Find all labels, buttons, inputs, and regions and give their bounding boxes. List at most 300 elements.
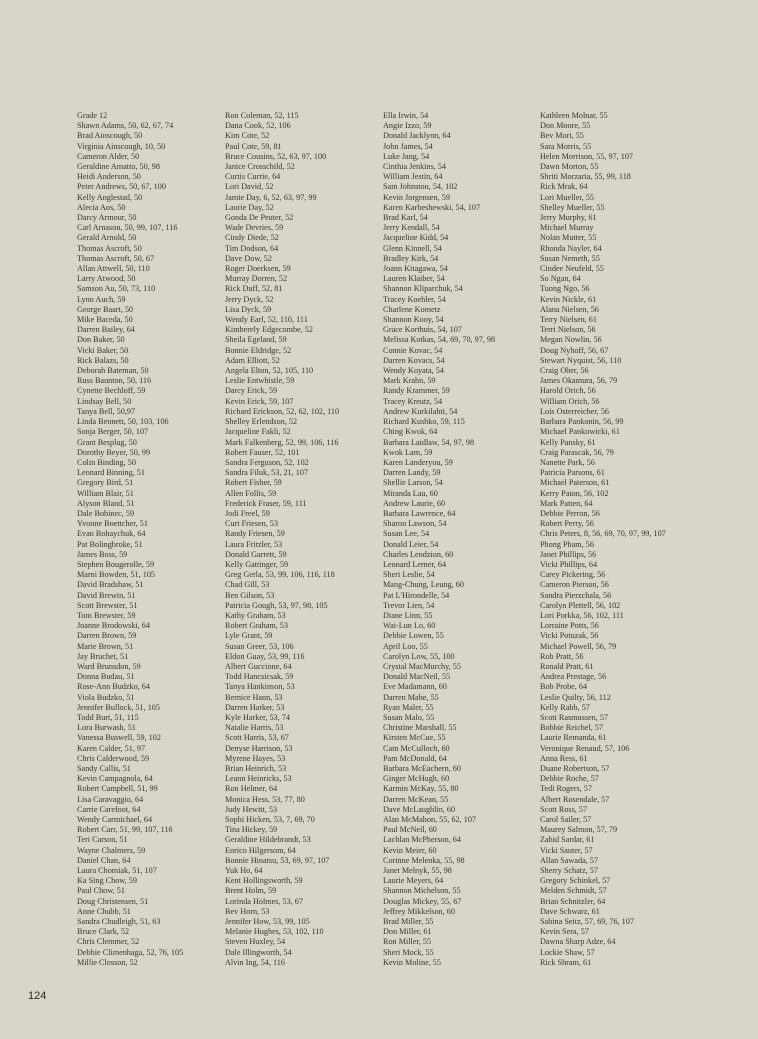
index-entry: Donna Budau, 51 — [77, 672, 135, 682]
index-entry: Karmin McKay, 55, 80 — [383, 784, 459, 794]
index-entry: Alana Nielsen, 56 — [540, 304, 599, 314]
index-entry: Melanie Hughes, 53, 102, 110 — [225, 927, 324, 937]
index-entry: William Orich, 56 — [540, 396, 600, 406]
index-entry: Kelly Anglestad, 50 — [77, 192, 143, 202]
index-entry: Lisa Dyck, 59 — [225, 304, 272, 314]
index-entry: Enrico Hilgersom, 64 — [225, 845, 296, 855]
index-entry: Cinthia Jenkins, 54 — [383, 162, 446, 172]
index-entry: Helen Morrison, 55, 97, 107 — [540, 151, 634, 161]
index-entry: Bruce Cousins, 52, 63, 97, 100 — [225, 151, 327, 161]
index-entry: Diane Linn, 55 — [383, 610, 433, 620]
index-entry: Dave Dow, 52 — [225, 253, 272, 263]
index-entry: Paul Cote, 59, 81 — [225, 141, 282, 151]
index-entry: Robert Carr, 51, 99, 107, 116 — [77, 825, 173, 835]
index-entry: Deborah Bateman, 50 — [77, 366, 149, 376]
index-entry: Angie Izzo, 59 — [383, 121, 432, 131]
index-entry: Tracey Koehler, 54 — [383, 294, 446, 304]
index-entry: Monica Hess, 53, 77, 80 — [225, 794, 305, 804]
index-entry: Glenn Kinnell, 54 — [383, 243, 442, 253]
index-entry: Sheri Leslie, 54 — [383, 570, 435, 580]
index-entry: Thomas Ascroft, 50, 67 — [77, 253, 155, 263]
index-entry: Marie Brown, 51 — [77, 641, 134, 651]
index-entry: Mark Patten, 64 — [540, 498, 593, 508]
index-entry: Peter Andrews, 50, 67, 100 — [77, 182, 166, 192]
index-entry: Luke Jang, 54 — [383, 151, 430, 161]
index-column-3 — [383, 111, 495, 968]
index-entry: Chris Calderwood, 59 — [77, 753, 150, 763]
index-entry: Barbara Pankonin, 56, 99 — [540, 417, 624, 427]
index-entry: Laura Chomiak, 51, 107 — [77, 866, 157, 876]
index-entry: Laura Fritzler, 53 — [225, 539, 283, 549]
index-entry: Lois Osterreicher, 56 — [540, 406, 610, 416]
index-entry: Donald Jacklynn, 64 — [383, 131, 451, 141]
index-entry: Ka Sing Chow, 59 — [77, 876, 137, 886]
index-entry: Joann Kitagawa, 54 — [383, 264, 448, 274]
index-entry: Michael Pankowicki, 61 — [540, 427, 620, 437]
index-entry: Corinne Melenka, 55, 98 — [383, 855, 465, 865]
index-entry: Bruce Clark, 52 — [77, 927, 130, 937]
index-entry: Harold Orich, 56 — [540, 386, 596, 396]
index-entry: Jerry Kendall, 54 — [383, 223, 440, 233]
index-entry: Michael Paterson, 61 — [540, 478, 610, 488]
index-entry: Robert Fauser, 52, 101 — [225, 447, 300, 457]
index-entry: Eve Madamann, 60 — [383, 682, 447, 692]
index-entry: Rob Pratt, 56 — [540, 651, 584, 661]
index-entry: Ronald Pratt, 61 — [540, 661, 594, 671]
index-entry: Sabina Seitz, 57, 69, 76, 107 — [540, 917, 634, 927]
index-entry: Tanya Bell, 50,97 — [77, 406, 136, 416]
index-entry: Laurie Day, 52 — [225, 202, 274, 212]
index-entry: Susan Nemeth, 55 — [540, 253, 600, 263]
index-entry: Rick Duff, 52, 81 — [225, 284, 283, 294]
index-entry: Kelly Rabb, 57 — [540, 702, 590, 712]
index-entry: Dawn Morton, 55 — [540, 162, 599, 172]
index-entry: Lisa Caravaggio, 64 — [77, 794, 144, 804]
index-entry: Kirsten McCue, 55 — [383, 733, 446, 743]
index-entry: Dale Illingworth, 54 — [225, 947, 292, 957]
index-entry: Leslie Quilty, 56, 112 — [540, 692, 611, 702]
index-entry: Lockie Shaw, 57 — [540, 947, 595, 957]
index-entry: Barbara Laidlaw, 54, 97, 98 — [383, 437, 475, 447]
index-entry: Teri Carson, 51 — [77, 835, 128, 845]
index-entry: Scott Rasmussen, 57 — [540, 712, 609, 722]
index-entry: Duane Robertson, 57 — [540, 764, 610, 773]
index-entry: Sharon Lawson, 54 — [383, 519, 447, 529]
index-entry: Don Miller, 61 — [383, 927, 432, 937]
index-entry: Heidi Anderson, 50 — [77, 172, 141, 182]
index-entry: Gonda De Peuter, 52 — [225, 213, 294, 223]
index-entry: Samson Au, 50, 73, 110 — [77, 284, 156, 294]
index-entry: Vicki Phillips, 64 — [540, 559, 598, 569]
index-entry: Wendy Koyata, 54 — [383, 366, 444, 376]
index-entry: John James, 54 — [383, 141, 433, 151]
index-entry: Bobbie Reichel, 57 — [540, 723, 603, 733]
index-entry: Mark Krahn, 59 — [383, 376, 436, 386]
index-entry: Craig Ober, 56 — [540, 366, 589, 376]
index-entry: Gregory Bird, 51 — [77, 478, 134, 488]
index-entry: Sophi Hicken, 53, 7, 69, 70 — [225, 815, 315, 825]
index-entry: Lorinda Holmes, 53, 67 — [225, 896, 303, 906]
index-entry: Jay Bruchet, 51 — [77, 651, 129, 661]
index-entry: Kevin Sera, 57 — [540, 927, 589, 937]
index-entry: Melissa Kotkas, 54, 69, 70, 97, 98 — [383, 335, 496, 345]
index-column-1 — [77, 111, 183, 968]
index-entry: Janice Crosschild, 52 — [225, 162, 295, 172]
index-entry: Alvin Ing, 54, 116 — [225, 957, 285, 967]
index-entry: So Ngan, 64 — [540, 274, 581, 284]
index-entry: Jerry Dyck, 52 — [225, 294, 274, 304]
index-entry: Stewart Nyquist, 56, 110 — [540, 355, 622, 365]
index-entry: Leann Heinricks, 53 — [225, 774, 292, 784]
index-entry: Miranda Lau, 60 — [383, 488, 438, 498]
index-entry: Geraldine Hildebrandt, 53 — [225, 835, 311, 845]
index-entry: Carrie Carefoot, 64 — [77, 804, 141, 814]
index-entry: Barbara McEachern, 60 — [383, 764, 461, 773]
index-entry: Shannon Kliparchuk, 54 — [383, 284, 463, 294]
index-entry: Bradley Kirk, 54 — [383, 253, 439, 263]
index-entry: Sonja Berger, 50, 107 — [77, 427, 149, 437]
index-entry: Gerald Arnold, 50 — [77, 233, 137, 243]
index-entry: Darren Landy, 59 — [383, 468, 441, 478]
index-entry: Debbie Roche, 57 — [540, 774, 599, 784]
index-entry: Kevin Erick, 59, 107 — [225, 396, 294, 406]
index-entry: Randy Krammer, 59 — [383, 386, 450, 396]
index-entry: Vicki Sauter, 57 — [540, 845, 593, 855]
index-entry: Richard Erickson, 52, 62, 102, 110 — [225, 406, 340, 416]
index-entry: Greg Gerla, 53, 99, 106, 116, 118 — [225, 570, 335, 580]
index-entry: Debbie Climenhaga, 52, 76, 105 — [77, 947, 184, 957]
index-entry: Bonnie Eldridge, 52 — [225, 345, 292, 355]
index-entry: Connie Kovac, 54 — [383, 345, 443, 355]
index-entry: Megan Nowlin, 56 — [540, 335, 602, 345]
index-entry: Dana Cook, 52, 106 — [225, 121, 291, 131]
index-entry: Sherry Schatz, 57 — [540, 866, 598, 876]
index-entry: Darren Brown, 59 — [77, 631, 137, 641]
index-entry: Darren McKean, 55 — [383, 794, 449, 804]
index-entry: Robert Fisher, 59 — [225, 478, 282, 488]
index-entry: Lynn Auch, 59 — [77, 294, 126, 304]
index-entry: Lori Porkka, 56, 102, 111 — [540, 610, 624, 620]
index-entry: Rick Mrak, 64 — [540, 182, 588, 192]
index-entry: Stephen Bougerolle, 59 — [77, 559, 155, 569]
index-entry: Viola Budzko, 51 — [77, 692, 135, 702]
index-entry: Darren Bailey, 64 — [77, 325, 135, 335]
index-entry: Sandra Ferguson, 52, 102 — [225, 457, 309, 467]
index-entry: Dawna Sharp Adze, 64 — [540, 937, 616, 947]
index-entry: Denyse Harrison, 53 — [225, 743, 293, 753]
index-entry: Yvonne Boettcher, 51 — [77, 519, 148, 529]
index-entry: Alecia Aos, 50 — [77, 202, 126, 212]
index-entry: Darren Kovacs, 54 — [383, 355, 445, 365]
index-entry: Carl Arnason, 50, 99, 107, 116 — [77, 223, 178, 233]
index-entry: Andrea Prestage, 56 — [540, 672, 607, 682]
index-entry: David Bradshaw, 51 — [77, 580, 144, 590]
index-entry: Cameron Alder, 50 — [77, 151, 140, 161]
section-heading: Grade 12 — [77, 111, 108, 120]
index-column-2 — [225, 111, 339, 968]
index-entry: Brad Karl, 54 — [383, 213, 428, 223]
index-entry: William Blair, 51 — [77, 488, 134, 498]
index-entry: Karen Landeryou, 59 — [383, 457, 453, 467]
index-entry: Angela Elton, 52, 105, 110 — [225, 366, 314, 376]
index-entry: Lori David, 52 — [225, 182, 274, 192]
index-entry: Colin Binding, 50 — [77, 457, 136, 467]
index-entry: Debbie Perron, 56 — [540, 508, 600, 518]
index-entry: Pat L'Hirondelle, 54 — [383, 590, 450, 600]
index-entry: Andrew Kurkilahti, 54 — [383, 406, 458, 416]
index-entry: Natalie Harris, 53 — [225, 723, 284, 733]
index-entry: Tom Brewster, 59 — [77, 610, 136, 620]
index-entry: Dorothy Beyer, 50, 99 — [77, 447, 151, 457]
index-entry: Lauren Klaiber, 54 — [383, 274, 445, 284]
index-entry: Chad Gill, 53 — [225, 580, 270, 590]
index-entry: Carol Sailer, 57 — [540, 815, 592, 825]
index-entry: Debbie Lowen, 55 — [383, 631, 444, 641]
index-entry: Curt Friesen, 53 — [225, 519, 278, 529]
index-entry: Nolan Mutter, 55 — [540, 233, 597, 243]
index-entry: Tanya Hankinson, 53 — [225, 682, 295, 692]
index-entry: Russ Baunton, 50, 116 — [77, 376, 152, 386]
index-entry: Kwok Lam, 59 — [383, 447, 433, 457]
index-entry: Sandra Pierzchala, 56 — [540, 590, 612, 600]
index-entry: Ben Gilson, 53 — [225, 590, 275, 600]
index-entry: Steven Huxley, 54 — [225, 937, 286, 947]
index-entry: Tracey Kreutz, 54 — [383, 396, 443, 406]
index-entry: Shannon Michelson, 55 — [383, 886, 461, 896]
index-entry: Sam Johnston, 54, 102 — [383, 182, 458, 192]
index-entry: Scott Ross, 57 — [540, 804, 588, 814]
index-entry: Anne Chubb, 51 — [77, 906, 131, 916]
index-entry: Kim Cote, 52 — [225, 131, 270, 141]
index-entry: Lachlan McPherson, 64 — [383, 835, 461, 845]
index-entry: Chris Clemmer, 52 — [77, 937, 140, 947]
index-entry: Lyle Grant, 59 — [225, 631, 273, 641]
page-number: 124 — [28, 990, 47, 1002]
index-entry: Cynette Bechloff, 59 — [77, 386, 146, 396]
index-entry: Craig Parascak, 56, 79 — [540, 447, 614, 457]
index-entry: Crystal MacMurchy, 55 — [383, 661, 461, 671]
index-entry: Robert Campbell, 51, 99 — [77, 784, 158, 794]
index-entry: Gregory Schinkel, 57 — [540, 876, 611, 886]
index-entry: Sandra Filuk, 53, 21, 107 — [225, 468, 309, 478]
index-entry: Ryan Maler, 55 — [383, 702, 434, 712]
index-entry: Murray Dorren, 52 — [225, 274, 288, 284]
index-entry: Dave McLaughlin, 60 — [383, 804, 456, 814]
index-entry: James Okamura, 56, 79 — [540, 376, 618, 386]
index-entry: Ginger McHugh, 60 — [383, 774, 450, 784]
index-entry: Vicki Potuzak, 56 — [540, 631, 599, 641]
index-entry: Ron Coleman, 52, 115 — [225, 111, 299, 120]
index-entry: Allan Sawada, 57 — [540, 855, 598, 865]
index-entry: Ward Brunsdon, 59 — [77, 661, 141, 671]
index-entry: Wade Devries, 59 — [225, 223, 284, 233]
index-entry: Carey Pickering, 56 — [540, 570, 606, 580]
index-entry: Lindsay Bell, 50 — [77, 396, 132, 406]
index-entry: Pat Bolingbroke, 51 — [77, 539, 143, 549]
index-entry: Millie Closson, 52 — [77, 957, 138, 967]
index-entry: April Loo, 55 — [383, 641, 428, 651]
index-entry: Phong Pham, 56 — [540, 539, 594, 549]
index-entry: Janet Phillips, 56 — [540, 549, 597, 559]
index-entry: Frederick Fraser, 59, 111 — [225, 498, 307, 508]
index-entry: Lori Mueller, 55 — [540, 192, 595, 202]
index-entry: Sara Morris, 55 — [540, 141, 592, 151]
index-entry: Robert Perry, 56 — [540, 519, 594, 529]
index-entry: Curtis Currie, 64 — [225, 172, 281, 182]
index-entry: Kathy Graham, 53 — [225, 610, 286, 620]
index-entry: Pam McDonald, 64 — [383, 753, 447, 763]
index-entry: Judy Hewitt, 53 — [225, 804, 278, 814]
index-entry: Richard Kushko, 59, 115 — [383, 417, 465, 427]
index-entry: Bev Horn, 53 — [225, 906, 270, 916]
index-entry: Melden Schmidt, 57 — [540, 886, 607, 896]
index-entry: Ron Miller, 55 — [383, 937, 432, 947]
index-entry: Lora Burwash, 51 — [77, 723, 136, 733]
index-entry: Terry Nielsen, 61 — [540, 315, 597, 325]
index-entry: Rhonda Nayler, 64 — [540, 243, 602, 253]
index-entry: Dave Schwarz, 61 — [540, 906, 600, 916]
index-entry: Bev Mori, 55 — [540, 131, 584, 141]
index-entry: Susan Malo, 55 — [383, 712, 435, 722]
index-entry: Laurie Meyers, 64 — [383, 876, 444, 886]
index-entry: Robert Graham, 53 — [225, 621, 288, 631]
index-entry: Jennifer How, 53, 99, 105 — [225, 917, 310, 927]
index-entry: Alyson Bland, 51 — [77, 498, 135, 508]
index-entry: Vicki Baker, 50 — [77, 345, 129, 355]
index-entry: Patricia Gough, 53, 97, 98, 105 — [225, 600, 328, 610]
index-entry: Kevin Jorgensen, 59 — [383, 192, 450, 202]
index-entry: Yuk Ho, 64 — [225, 866, 263, 876]
index-entry: Eldon Guay, 53, 99, 116 — [225, 651, 305, 661]
index-entry: Tina Hickey, 59 — [225, 825, 278, 835]
index-entry: Larry Atwood, 50 — [77, 274, 136, 284]
index-entry: Bob Probe, 64 — [540, 682, 588, 692]
index-entry: Mang-Chung, Leung, 60 — [383, 580, 464, 590]
index-entry: Virginia Ainscough, 10, 50 — [77, 141, 166, 151]
index-entry: Tedi Rogers, 57 — [540, 784, 592, 794]
index-entry: Susan Greer, 53, 106 — [225, 641, 294, 651]
index-entry: Kimberely Edgecombe, 52 — [225, 325, 313, 335]
index-entry: Daniel Chan, 64 — [77, 855, 131, 865]
index-entry: Veronique Renaud, 57, 106 — [540, 743, 630, 753]
index-entry: Charles Lendzion, 60 — [383, 549, 454, 559]
index-entry: Cindy Diede, 52 — [225, 233, 279, 243]
index-entry: Rick Shram, 61 — [540, 957, 592, 967]
index-entry: Kent Hollingsworth, 59 — [225, 876, 303, 886]
index-entry: Linda Bennett, 50, 103, 106 — [77, 417, 169, 427]
index-entry: Jamie Day, 6, 52, 63, 97, 99 — [225, 192, 317, 202]
index-entry: Ella Irwin, 54 — [383, 111, 429, 120]
index-entry: Jacqueline Kidd, 54 — [383, 233, 449, 243]
index-entry: Scott Brewster, 51 — [77, 600, 138, 610]
index-entry: George Baart, 50 — [77, 304, 134, 314]
index-entry: Kevin Campagnola, 64 — [77, 774, 153, 784]
index-entry: Kelly Gattinger, 59 — [225, 559, 289, 569]
index-entry: Geraldine Amatto, 50, 98 — [77, 162, 160, 172]
index-entry: Joanne Brodowski, 64 — [77, 621, 150, 631]
index-entry: Shannon Kooy, 54 — [383, 315, 444, 325]
index-entry: Darcy Erick, 59 — [225, 386, 278, 396]
index-entry: Shelley Erlendson, 52 — [225, 417, 298, 427]
index-entry: Lorraine Potts, 56 — [540, 621, 599, 631]
index-entry: Donald MacNeil, 55 — [383, 672, 451, 682]
index-entry: Janet Melnyk, 55, 98 — [383, 866, 452, 876]
index-entry: Roger Doerksen, 59 — [225, 264, 291, 274]
index-entry: Don Baker, 50 — [77, 335, 125, 345]
index-entry: Jennifer Bullock, 51, 105 — [77, 702, 160, 712]
index-entry: Brent Holm, 59 — [225, 886, 277, 896]
index-entry: Rose-Ann Budzko, 64 — [77, 682, 150, 692]
index-entry: Bonnie Hinatsu, 53, 69, 97, 107 — [225, 855, 330, 865]
index-entry: Chris Peters, 8, 56, 69, 70, 97, 99, 107 — [540, 529, 666, 539]
index-entry: Doug Christensen, 51 — [77, 896, 149, 906]
index-entry: Patricia Parsons, 61 — [540, 468, 605, 478]
index-entry: Kyle Harker, 53, 74 — [225, 712, 290, 722]
index-entry: Kathleen Molnar, 55 — [540, 111, 608, 120]
index-entry: Terri Nielson, 56 — [540, 325, 596, 335]
index-entry: Sheila Egeland, 59 — [225, 335, 287, 345]
index-entry: Randy Friesen, 59 — [225, 529, 285, 539]
index-entry: Sandy Callis, 51 — [77, 764, 131, 773]
index-entry: Kevin Nickle, 61 — [540, 294, 597, 304]
index-entry: Brian Schnitzler, 64 — [540, 896, 606, 906]
index-entry: Ron Helmer, 64 — [225, 784, 278, 794]
index-entry: Dale Bobinec, 59 — [77, 508, 135, 518]
index-entry: Ching Kwok, 64 — [383, 427, 438, 437]
index-entry: Darcy Armour, 50 — [77, 213, 137, 223]
index-entry: Karen Calder, 51, 97 — [77, 743, 146, 753]
index-entry: Michael Powell, 56, 79 — [540, 641, 617, 651]
index-entry: Paul Chow, 51 — [77, 886, 125, 896]
index-entry: Myrene Hayes, 53 — [225, 753, 286, 763]
index-entry: Tuong Ngo, 56 — [540, 284, 590, 294]
index-entry: Shawn Adams, 50, 62, 67, 74 — [77, 121, 174, 131]
index-entry: Allen Follis, 59 — [225, 488, 277, 498]
index-entry: Mike Baceda, 50 — [77, 315, 133, 325]
index-entry: Jeffrey Mikkelson, 60 — [383, 906, 455, 916]
index-entry: William Jestin, 64 — [383, 172, 443, 182]
index-entry: Donald Leier, 54 — [383, 539, 439, 549]
index-entry: Darren Harker, 53 — [225, 702, 285, 712]
index-entry: Albert Guccione, 64 — [225, 661, 292, 671]
index-entry: Susan Lee, 54 — [383, 529, 430, 539]
index-entry: Albert Rosendale, 57 — [540, 794, 610, 804]
index-entry: Brian Heinrich, 53 — [225, 764, 287, 773]
index-entry: Sheri Mock, 55 — [383, 947, 434, 957]
index-entry: Barbara Lawrence, 64 — [383, 508, 456, 518]
index-entry: Karen Karbeshewski, 54, 107 — [383, 202, 481, 212]
index-entry: Leslie Entwhistle, 59 — [225, 376, 295, 386]
index-entry: Kelly Pansky, 61 — [540, 437, 596, 447]
index-entry: Shellie Larson, 54 — [383, 478, 443, 488]
index-entry: David Brewin, 51 — [77, 590, 136, 600]
index-column-4 — [540, 111, 666, 968]
index-entry: Mark Falkenberg, 52, 99, 106, 116 — [225, 437, 339, 447]
index-entry: Wendy Earl, 52, 110, 111 — [225, 315, 308, 325]
index-entry: Darren Mahe, 55 — [383, 692, 439, 702]
index-entry: Nanette Park, 56 — [540, 457, 595, 467]
index-entry: Thomas Ascroft, 50 — [77, 243, 142, 253]
index-entry: Wayne Chalmers, 59 — [77, 845, 146, 855]
index-entry: Leonard Binning, 51 — [77, 468, 145, 478]
index-entry: Adam Elliott, 52 — [225, 355, 280, 365]
index-entry: Maurey Salmon, 57, 79 — [540, 825, 618, 835]
index-entry: Donald Garrett, 59 — [225, 549, 287, 559]
index-entry: Laurie Remanda, 61 — [540, 733, 607, 743]
index-entry: Rick Balazs, 50 — [77, 355, 129, 365]
index-entry: Carolyn Plettell, 56, 102 — [540, 600, 621, 610]
index-entry: Brad Miller, 55 — [383, 917, 434, 927]
